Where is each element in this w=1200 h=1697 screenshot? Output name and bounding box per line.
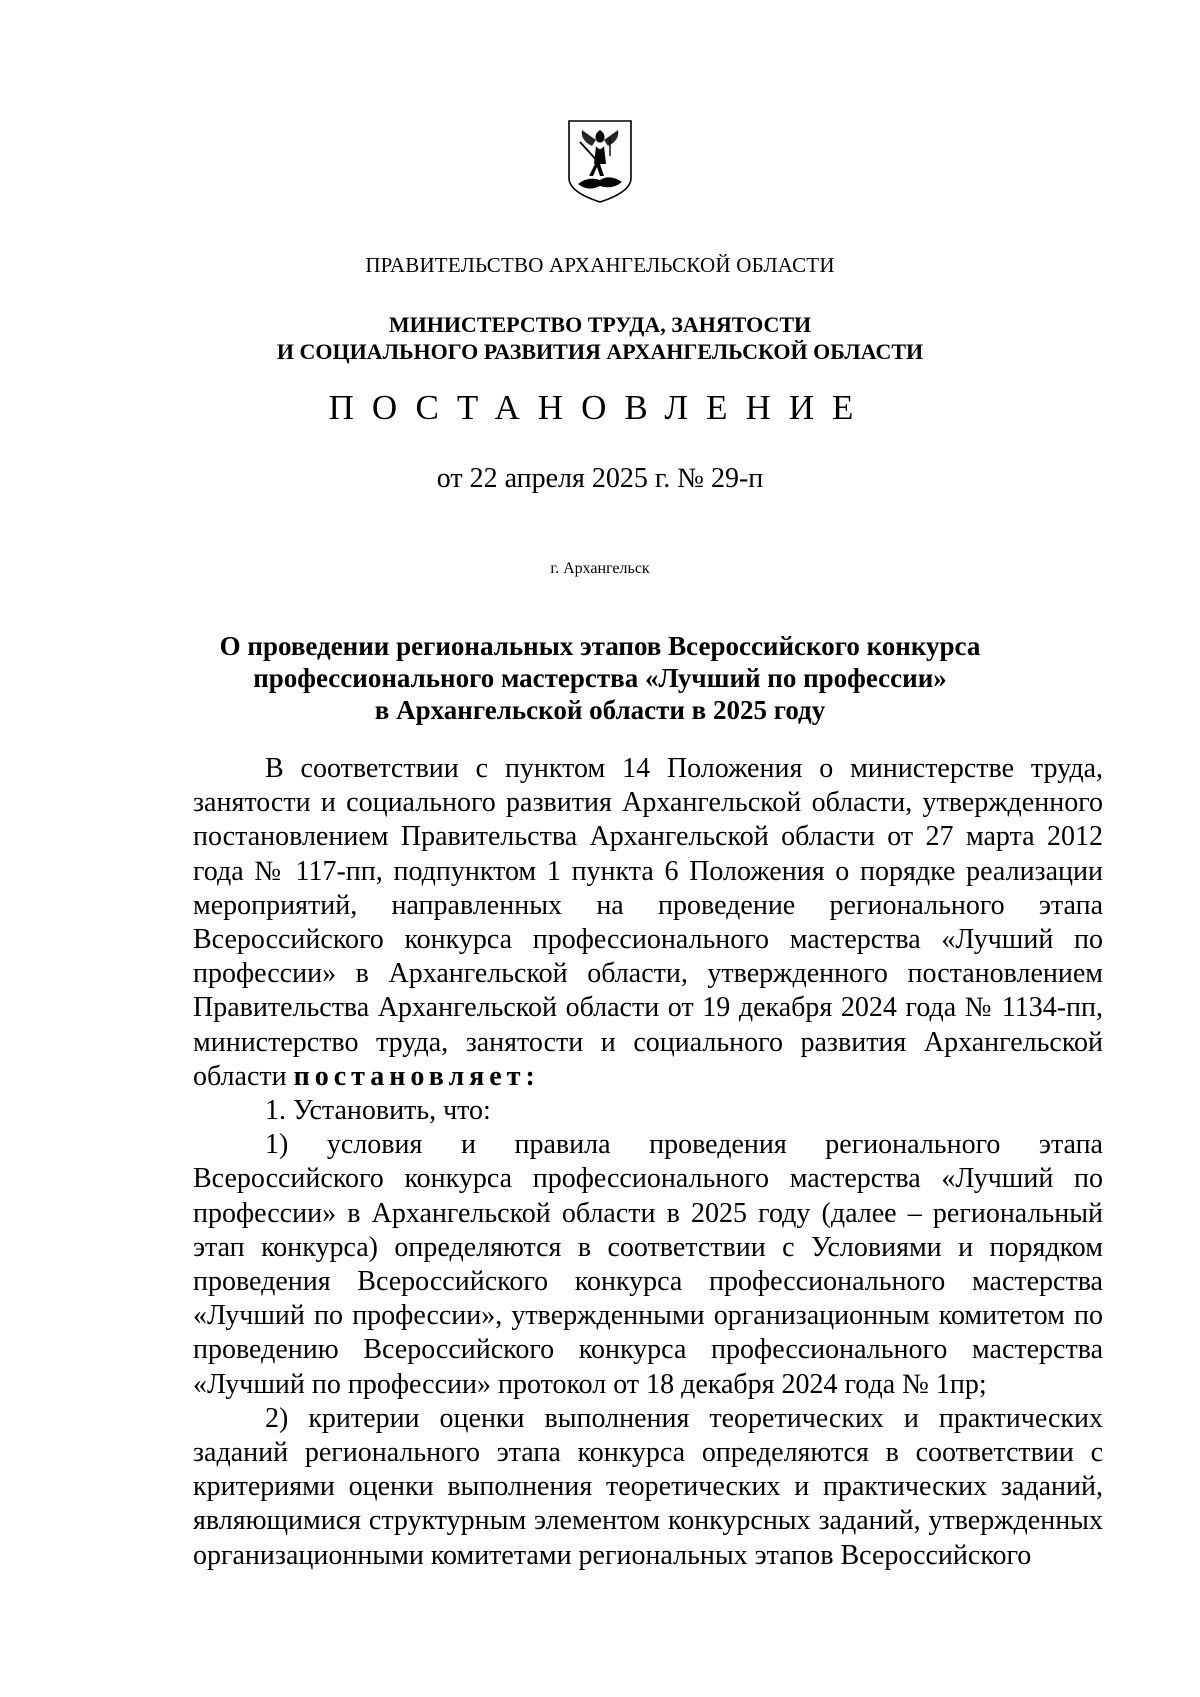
document-subject [200, 630, 1000, 726]
subject-line-1: О проведении региональных этапов Всероссийского конкурса [219, 631, 981, 661]
subject-line-2: профессионального мастерства «Лучший по профессии» [253, 663, 947, 693]
paragraph-subitem-2: 2) критерии оценки выполнения теоретических и практических заданий регионального этапа конкурса определяются в соответствии с критериями оценки выполнения теоретических и практических заданий, являющимися структурным элементом конкурсных заданий, утвержденных организационными комитетами региональных этапов Всероссийского [193, 1402, 1103, 1571]
ministry-line-1: МИНИСТЕРСТВО ТРУДА, ЗАНЯТОСТИ [388, 312, 812, 337]
ministry-line-2: И СОЦИАЛЬНОГО РАЗВИТИЯ АРХАНГЕЛЬСКОЙ ОБЛАСТИ [276, 339, 924, 364]
paragraph-item-1: 1. Установить, что: [265, 1095, 491, 1127]
paragraph-subitem-1: 1) условия и правила проведения регионального этапа Всероссийского конкурса профессионального мастерства «Лучший по профессии» в Архангельской области в 2025 году (далее – региональный этап конкурса) определяются в соответствии с Условиями и порядком проведения Всероссийского конкурса профессионального мастерства «Лучший по профессии», утвержденными организационным комитетом по проведению Всероссийского конкурса профессионального мастерства «Лучший по профессии» протокол от 18 декабря 2024 года № 1пр; [193, 1129, 1103, 1400]
subject-line-3: в Архангельской области в 2025 году [374, 695, 826, 725]
document-body [193, 752, 1103, 1573]
government-name: ПРАВИТЕЛЬСТВО АРХАНГЕЛЬСКОЙ ОБЛАСТИ [365, 253, 835, 277]
paragraph-preamble [193, 752, 1103, 1094]
coat-of-arms-icon [566, 118, 634, 204]
date-and-number: от 22 апреля 2025 г. № 29-п [436, 463, 764, 494]
preamble-text: В соответствии с пунктом 14 Положения о министерстве труда, занятости и социального развития Архангельской области, утвержденного постановлением Правительства Архангельской области от 27 марта 2012 года № 117-пп, подпунктом 1 пункта 6 Положения о порядке реализации мероприятий, направленных на проведение регионального этапа Всероссийского конкурса профессионального мастерства «Лучший по профессии» в Архангельской области, утвержденного постановлением Правительства Архангельской области от 19 декабря 2024 года № 1134-пп, министерство труда, занятости и социального развития Архангельской области [193, 753, 1103, 1092]
resolves-word: постановляет: [293, 1060, 540, 1092]
city: г. Архангельск [550, 560, 650, 577]
document-type: ПОСТАНОВЛЕНИЕ [328, 388, 872, 427]
ministry-name [0, 311, 1200, 365]
